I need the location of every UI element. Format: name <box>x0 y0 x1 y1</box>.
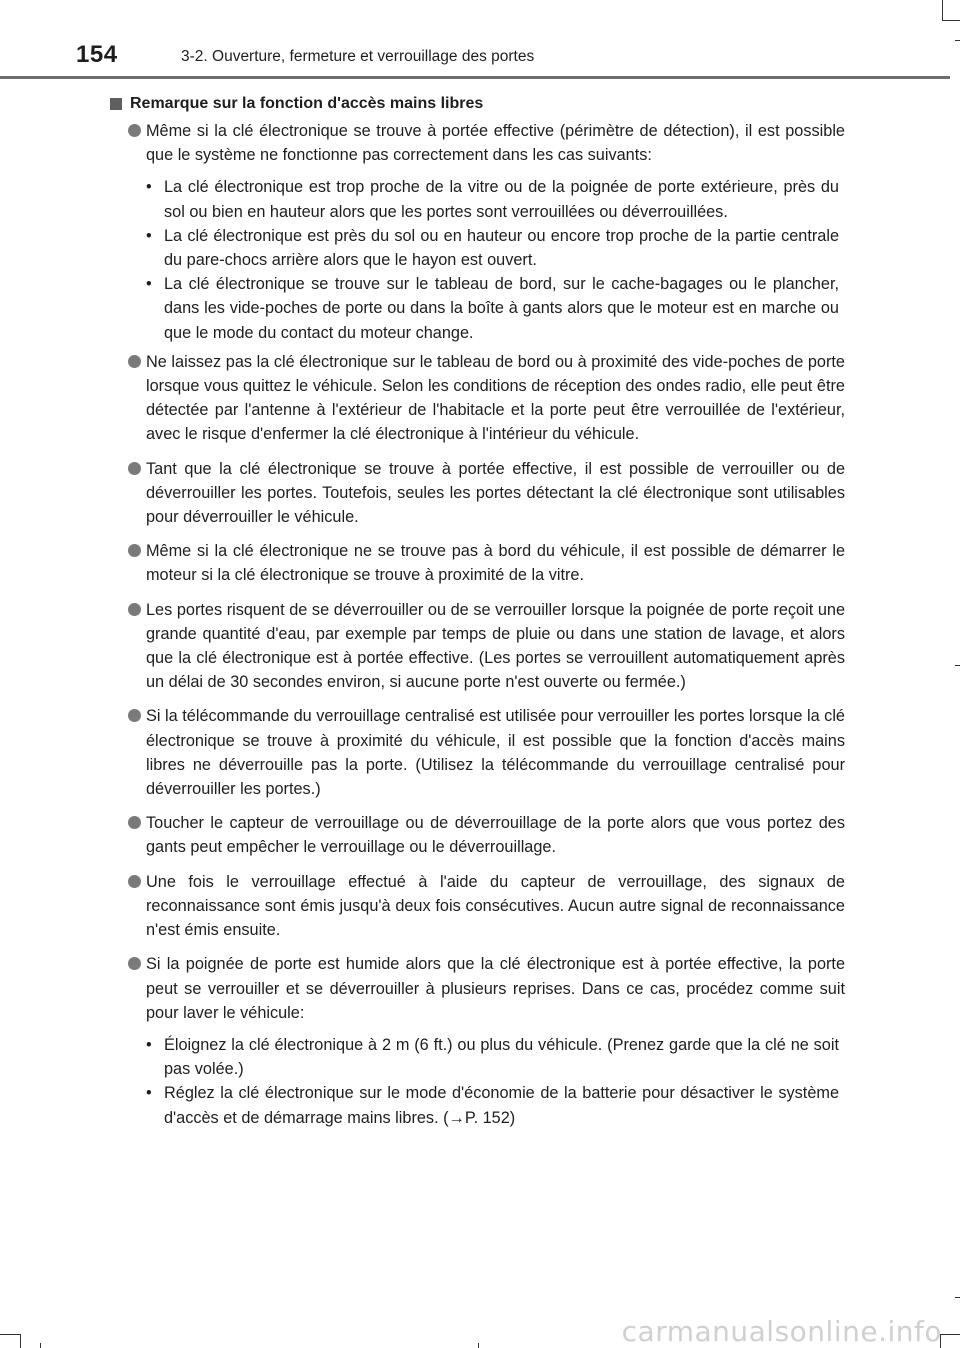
watermark: carmanualsonline.info <box>621 1315 942 1348</box>
note-text: Toucher le capteur de verrouillage ou de déverrouillage de la porte alors que vous portez des gants peut empêcher le verrouillage ou le déverrouillage. <box>146 814 845 857</box>
note-text: Une fois le verrouillage effectué à l'aide du capteur de verrouillage, des signaux de reconnaissance sont émis jusqu'à deux fois consécutives. Aucun autre signal de reconnaissance n'est émis ensuite. <box>146 872 845 940</box>
crop-mark <box>942 0 943 20</box>
note-item <box>108 870 845 943</box>
note-item <box>108 952 845 1025</box>
note-text: Même si la clé électronique se trouve à portée effective (périmètre de détection), il est possible que le système ne fonctionne pas correctement dans les cas suivants: <box>146 122 845 165</box>
section-title: Remarque sur la fonction d'accès mains libres <box>130 95 484 112</box>
crop-mark <box>955 40 960 41</box>
square-bullet-icon <box>110 98 122 110</box>
note-text: Ne laissez pas la clé électronique sur le tableau de bord ou à proximité des vide-poches de porte lorsque vous quittez le véhicule. Selon les conditions de réception des ondes radio, elle peut être détectée par l'antenne à l'extérieur de l'habitacle et la porte peut être verrouillée de l'extérieur, avec le risque d'enfermer la clé électronique à l'intérieur du véhicule. <box>146 352 845 444</box>
bullet-icon: • <box>146 178 152 197</box>
crop-mark <box>955 1297 960 1298</box>
circle-bullet-icon <box>128 603 141 616</box>
section-heading <box>108 92 845 116</box>
circle-bullet-icon <box>128 816 141 829</box>
sub-list-item <box>146 1033 845 1081</box>
sub-item-text: La clé électronique est trop proche de la vitre ou de la poignée de porte extérieure, près du sol ou bien en hauteur alors que les portes sont verrouillées ou déverrouillées. <box>164 178 839 221</box>
crop-mark <box>940 1334 960 1335</box>
note-text: Si la télécommande du verrouillage centralisé est utilisée pour verrouiller les portes lorsque la clé électronique se trouve à proximité du véhicule, il est possible que la fonction d'accès mains libres ne déverrouille pas la porte. (Utilisez la télécommande du verrouillage centralisé pour déverrouiller les portes.) <box>146 707 845 799</box>
note-text: Tant que la clé électronique se trouve à portée effective, il est possible de verrouiller ou de déverrouiller les portes. Toutefois, seules les portes détectant la clé électronique sont utilisables pour déverrouiller le véhicule. <box>146 459 845 527</box>
crop-mark <box>478 1343 479 1348</box>
page-number: 154 <box>76 41 118 68</box>
note-item <box>108 457 845 530</box>
circle-bullet-icon <box>128 709 141 722</box>
crop-mark <box>0 1334 20 1335</box>
crop-mark <box>40 1343 41 1348</box>
note-item <box>108 119 845 167</box>
sub-item-text: Réglez la clé électronique sur le mode d'économie de la batterie pour désactiver le système d'accès et de démarrage mains libres. (→P. 152) <box>164 1084 839 1127</box>
note-item <box>108 811 845 859</box>
note-item <box>108 350 845 447</box>
circle-bullet-icon <box>128 957 141 970</box>
note-section <box>108 92 845 1130</box>
sub-item-text: Éloignez la clé électronique à 2 m (6 ft.) ou plus du véhicule. (Prenez garde que la clé ne soit pas volée.) <box>164 1035 839 1079</box>
bullet-icon: • <box>146 275 152 294</box>
crop-mark <box>20 1334 21 1348</box>
header-divider <box>0 76 950 79</box>
bullet-icon: • <box>146 1035 152 1054</box>
note-item <box>108 539 845 587</box>
sub-item-text: La clé électronique se trouve sur le tableau de bord, sur le cache-bagages ou le plancher, dans les vide-poches de porte ou dans la boîte à gants alors que le moteur est en marche ou que le mode du contact du moteur change. <box>164 275 839 342</box>
note-text: Si la poignée de porte est humide alors que la clé électronique est à portée effective, la porte peut se verrouiller et se déverrouiller à plusieurs reprises. Dans ce cas, procédez comme suit pour laver le véhicule: <box>146 955 845 1022</box>
circle-bullet-icon <box>128 875 141 888</box>
circle-bullet-icon <box>128 462 141 475</box>
bullet-icon: • <box>146 1084 152 1103</box>
bullet-icon: • <box>146 226 152 245</box>
note-text: Les portes risquent de se déverrouiller ou de se verrouiller lorsque la poignée de porte reçoit une grande quantité d'eau, par exemple par temps de pluie ou dans une station de lavage, et alors que la clé électronique est à portée effective. (Les portes se verrouillent automatiquement après un délai de 30 secondes environ, si aucune porte n'est ouverte ou fermée.) <box>146 600 845 692</box>
sub-list-item <box>146 272 845 345</box>
circle-bullet-icon <box>128 124 141 137</box>
circle-bullet-icon <box>128 544 141 557</box>
page-header <box>0 0 950 80</box>
sub-list-item <box>146 1081 845 1129</box>
sub-item-text: La clé électronique est près du sol ou en hauteur ou encore trop proche de la partie centrale du pare-chocs arrière alors que le hayon est ouvert. <box>164 226 839 270</box>
sub-list-item <box>146 224 845 272</box>
note-text: Même si la clé électronique ne se trouve pas à bord du véhicule, il est possible de démarrer le moteur si la clé électronique se trouve à proximité de la vitre. <box>146 542 845 585</box>
circle-bullet-icon <box>128 355 141 368</box>
crop-mark <box>955 665 960 666</box>
crop-mark <box>942 20 960 21</box>
sub-list <box>108 175 845 344</box>
sub-list-item <box>146 175 845 223</box>
note-item <box>108 704 845 801</box>
sub-list <box>108 1033 845 1130</box>
chapter-title: 3-2. Ouverture, fermeture et verrouillage des portes <box>181 48 535 65</box>
note-item <box>108 598 845 695</box>
